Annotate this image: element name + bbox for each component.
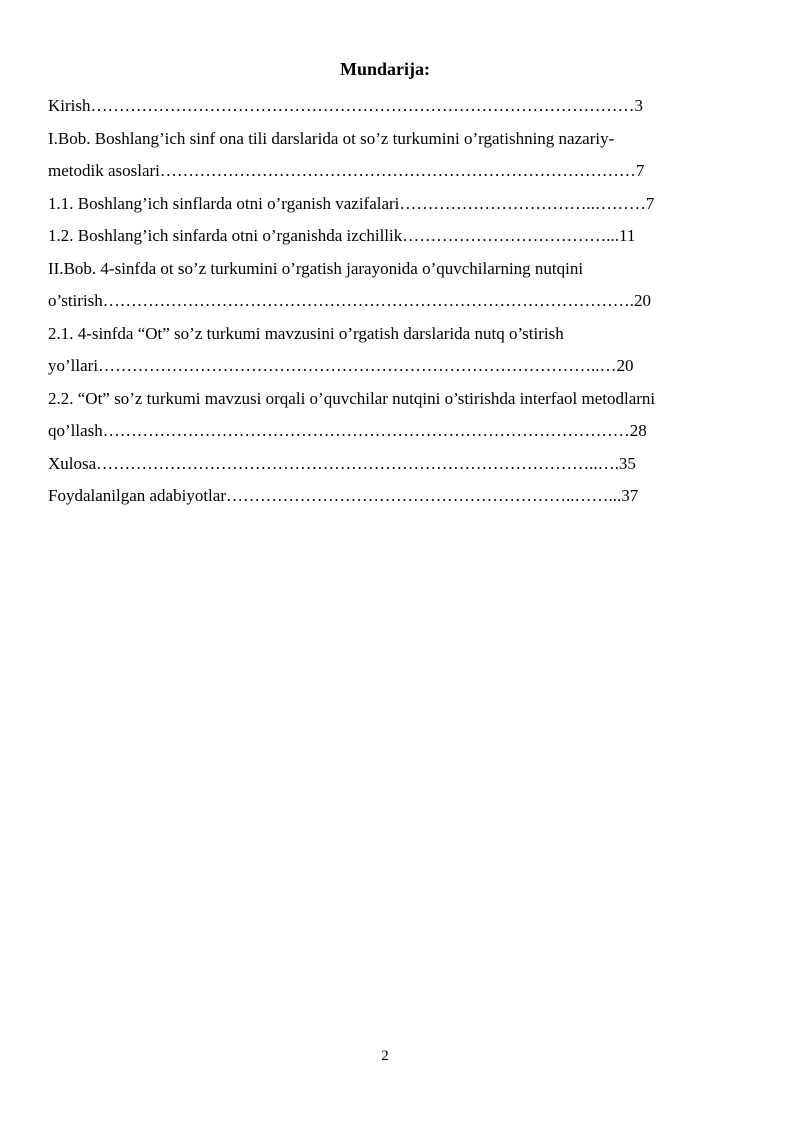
toc-line-introduction: Kirish……………………………………………………………………………………3	[48, 96, 643, 115]
toc-line-section-1-2: 1.2. Boshlang’ich sinfarda otni o’rganishda izchillik………………………………...11	[48, 226, 636, 245]
toc-line-section-2-2-cont: qo’llash…………………………………………………………………………………28	[48, 421, 647, 440]
toc-line-section-2-1-cont: yo’llari……………………………………………………………………………..…20	[48, 356, 634, 375]
toc-line-references: Foydalanilgan adabiyotlar……………………………………………………..……...37	[48, 486, 639, 505]
toc-line-chapter-2-title-cont: o’stirish………………………………………………………………………………….20	[48, 291, 652, 310]
toc-line-section-1-1: 1.1. Boshlang’ich sinflarda otni o’rganish vazifalari……………………………..………7	[48, 193, 655, 213]
toc-line-chapter-1-title: I.Bob. Boshlang’ich sinf ona tili darslarida ot so’z turkumini o’rgatishning nazariy-	[48, 128, 615, 148]
toc-title: Mundarija:	[340, 59, 430, 79]
toc-line-chapter-1-title-cont: metodik asoslari…………………………………………………………………………7	[48, 161, 645, 180]
page-number: 2	[381, 1048, 389, 1064]
toc-line-conclusion: Xulosa……………………………………………………………………………..….35	[48, 453, 636, 473]
toc-line-section-2-2: 2.2. “Ot” so’z turkumi mavzusi orqali o’quvchilar nutqini o’stirishda interfaol metodlarni	[48, 388, 656, 408]
table-of-contents	[48, 90, 728, 513]
toc-line-chapter-2-title: II.Bob. 4-sinfda ot so’z turkumini o’rgatish jarayonida o’quvchilarning nutqini	[48, 258, 584, 278]
toc-line-section-2-1: 2.1. 4-sinfda “Ot” so’z turkumi mavzusini o’rgatish darslarida nutq o’stirish	[48, 323, 564, 343]
